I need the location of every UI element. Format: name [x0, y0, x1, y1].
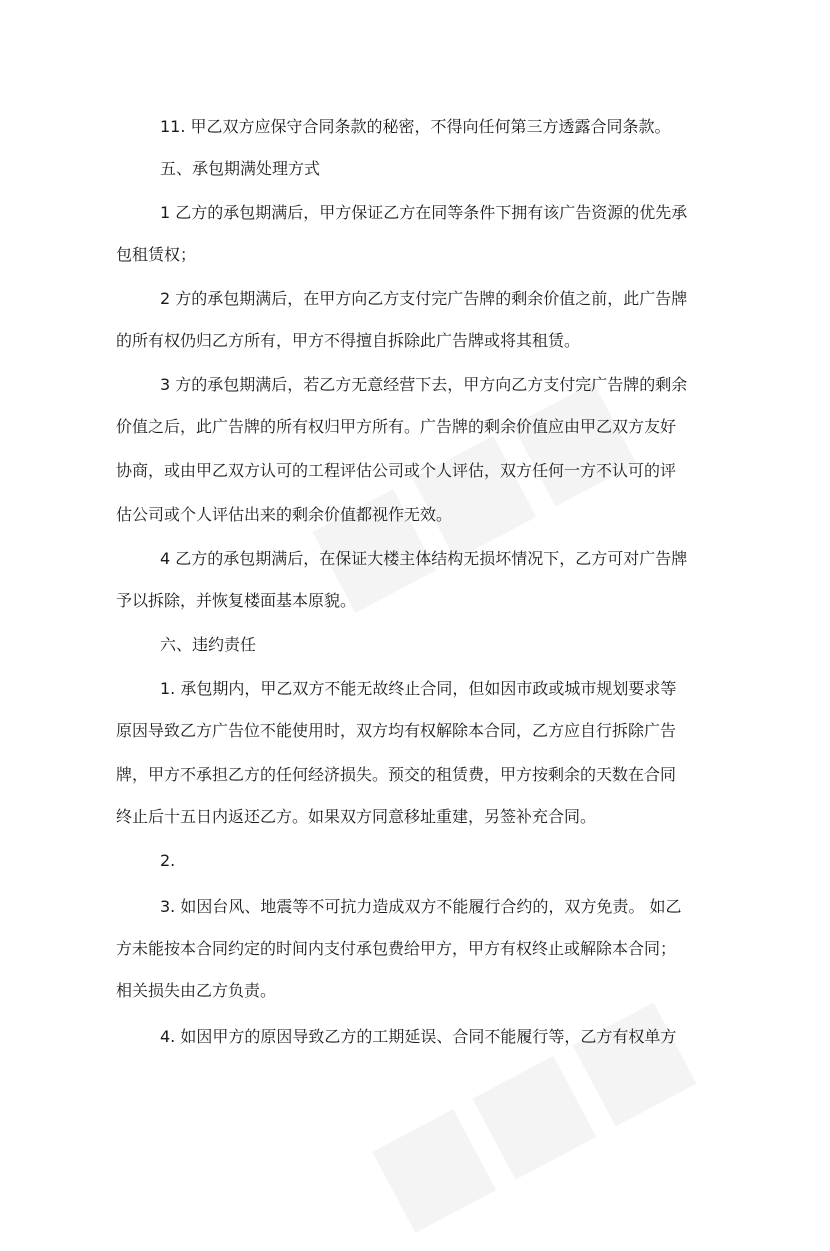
- section-heading: 五、承包期满处理方式: [160, 159, 321, 178]
- paragraph-line: 包租赁权；: [116, 245, 197, 264]
- paragraph-line: 2.: [160, 851, 176, 870]
- paragraph-line: 相关损失由乙方负责。: [116, 981, 277, 1000]
- paragraph-line: 11. 甲乙双方应保守合同条款的秘密，不得向任何第三方透露合同条款。: [160, 117, 671, 136]
- paragraph-line: 4. 如因甲方的原因导致乙方的工期延误、合同不能履行等，乙方有权单方: [160, 1027, 677, 1046]
- paragraph-line: 予以拆除，并恢复楼面基本原貌。: [116, 591, 357, 610]
- paragraph-line: 1 乙方的承包期满后，甲方保证乙方在同等条件下拥有该广告资源的优先承: [160, 203, 688, 222]
- paragraph-line: 估公司或个人评估出来的剩余价值都视作无效。: [116, 505, 453, 524]
- watermark: [347, 968, 713, 1250]
- paragraph-line: 2 方的承包期满后，在甲方向乙方支付完广告牌的剩余价值之前，此广告牌: [160, 289, 688, 308]
- paragraph-line: 方未能按本合同约定的时间内支付承包费给甲方，甲方有权终止或解除本合同；: [116, 939, 677, 958]
- section-heading: 六、违约责任: [160, 635, 257, 654]
- paragraph-line: 协商，或由甲乙双方认可的工程评估公司或个人评估，双方任何一方不认可的评: [116, 461, 677, 480]
- paragraph-line: 3. 如因台风、地震等不可抗力造成双方不能履行合约的，双方免责。 如乙: [160, 897, 682, 916]
- paragraph-line: 3 方的承包期满后，若乙方无意经营下去，甲方向乙方支付完广告牌的剩余: [160, 375, 688, 394]
- paragraph-line: 原因导致乙方广告位不能使用时，双方均有权解除本合同，乙方应自行拆除广告: [116, 721, 677, 740]
- paragraph-line: 的所有权仍归乙方所有，甲方不得擅自拆除此广告牌或将其租赁。: [116, 331, 581, 350]
- paragraph-line: 牌，甲方不承担乙方的任何经济损失。预交的租赁费，甲方按剩余的天数在合同: [116, 765, 677, 784]
- paragraph-line: 1. 承包期内，甲乙双方不能无故终止合同，但如因市政或城市规划要求等: [160, 679, 677, 698]
- paragraph-line: 4 乙方的承包期满后，在保证大楼主体结构无损坏情况下，乙方可对广告牌: [160, 549, 688, 568]
- paragraph-line: 终止后十五日内返还乙方。如果双方同意移址重建，另签补充合同。: [116, 807, 597, 826]
- paragraph-line: 价值之后，此广告牌的所有权归甲方所有。广告牌的剩余价值应由甲乙双方友好: [116, 417, 677, 436]
